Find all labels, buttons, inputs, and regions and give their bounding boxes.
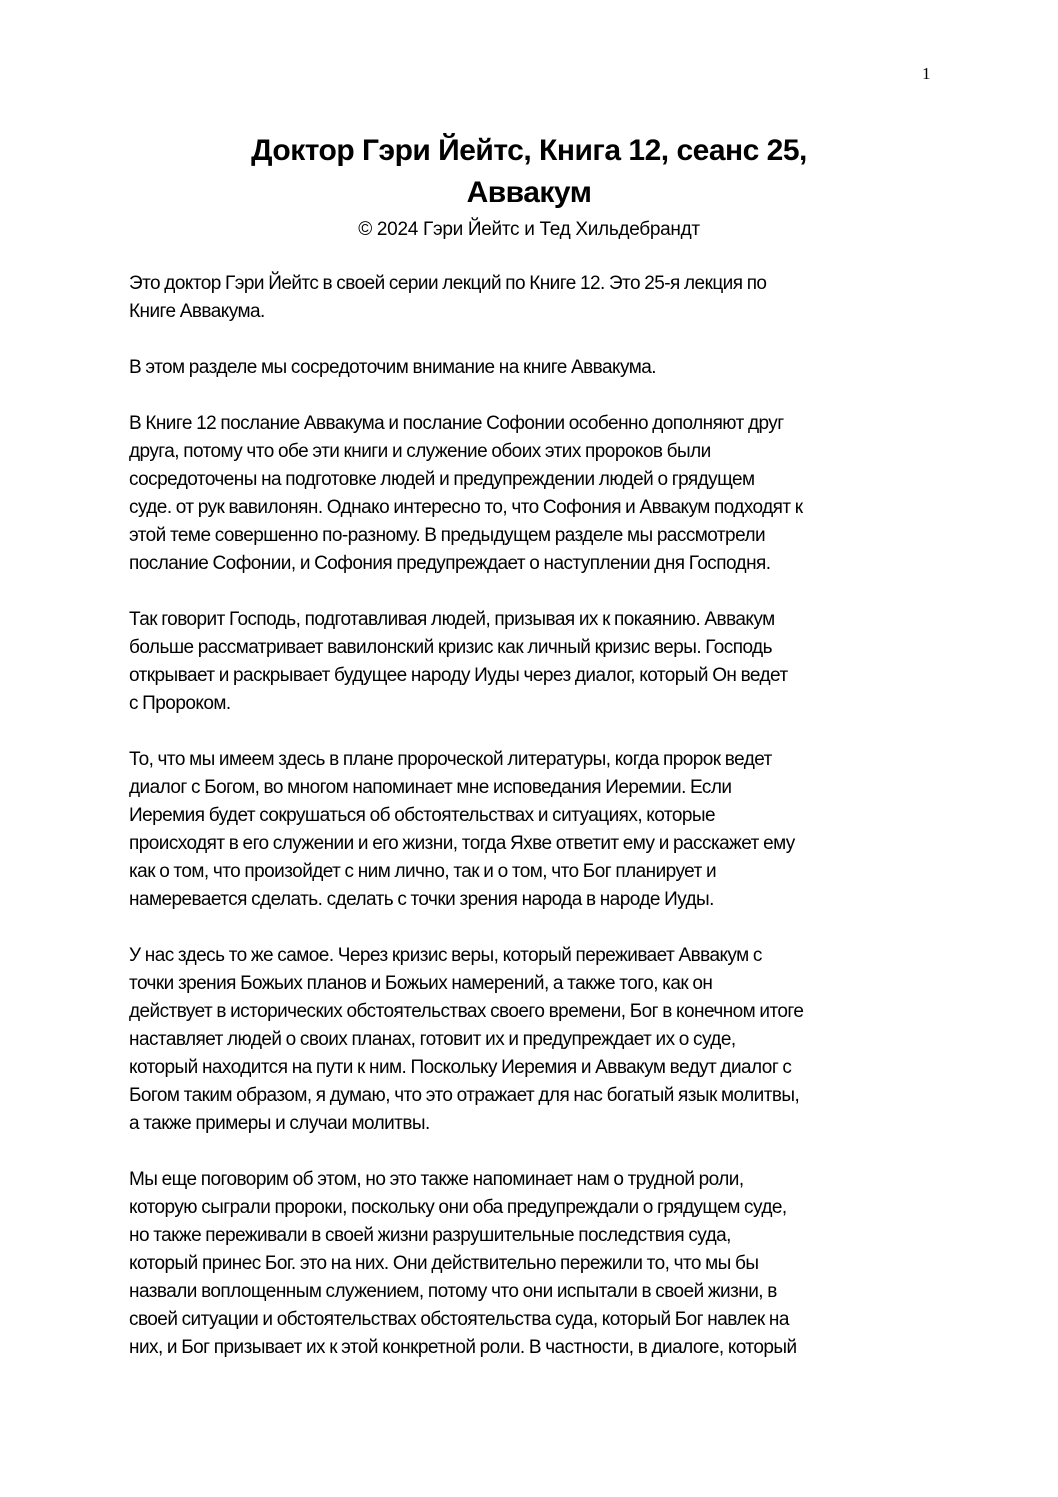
title-line-1: Доктор Гэри Йейтс, Книга 12, сеанс 25, xyxy=(251,134,807,167)
text-line: послание Софонии, и Софония предупреждает о наступлении дня Господня. xyxy=(129,553,771,574)
text-line: как о том, что произойдет с ним лично, так и о том, что Бог планирует и xyxy=(129,861,717,882)
text-line: точки зрения Божьих планов и Божьих намерений, а также того, как он xyxy=(129,973,713,994)
text-line: который принес Бог. это на них. Они действительно пережили то, что мы бы xyxy=(129,1253,759,1274)
text-line: назвали воплощенным служением, потому что они испытали в своей жизни, в xyxy=(129,1281,777,1302)
text-line: Книге Аввакума. xyxy=(129,301,265,322)
paragraph-prophets-role xyxy=(129,1166,949,1362)
paragraph-crisis-of-faith xyxy=(129,606,949,718)
document-title xyxy=(0,130,1058,214)
text-line: друга, потому что обе эти книги и служение обоих этих пророков были xyxy=(129,441,711,462)
document-body xyxy=(129,270,949,1390)
paragraph-intro xyxy=(129,270,949,326)
text-line: Иеремия будет сокрушаться об обстоятельствах и ситуациях, которые xyxy=(129,805,715,826)
text-line: наставляет людей о своих планах, готовит их и предупреждает их о суде, xyxy=(129,1029,736,1050)
text-line: который находится на пути к ним. Поскольку Иеремия и Аввакум ведут диалог с xyxy=(129,1057,792,1078)
page-number: 1 xyxy=(922,64,931,83)
copyright-notice: © 2024 Гэри Йейтс и Тед Хильдебрандт xyxy=(358,219,700,240)
paragraph-jeremiah-confessions xyxy=(129,746,949,914)
text-line: происходят в его служении и его жизни, тогда Яхве ответит ему и расскажет ему xyxy=(129,833,795,854)
text-line: этой теме совершенно по-разному. В предыдущем разделе мы рассмотрели xyxy=(129,525,766,546)
text-line: намеревается сделать. сделать с точки зрения народа в народе Иуды. xyxy=(129,889,714,910)
paragraph-section-focus xyxy=(129,354,949,382)
text-line: с Пророком. xyxy=(129,693,231,714)
text-line: Мы еще поговорим об этом, но это также напоминает нам о трудной роли, xyxy=(129,1169,744,1190)
paragraph-habakkuk-zephaniah xyxy=(129,410,949,578)
text-line: сосредоточены на подготовке людей и предупреждении людей о грядущем xyxy=(129,469,755,490)
text-line: суде. от рук вавилонян. Однако интересно то, что Софония и Аввакум подходят к xyxy=(129,497,803,518)
text-line: То, что мы имеем здесь в плане пророческой литературы, когда пророк ведет xyxy=(129,749,772,770)
text-line: но также переживали в своей жизни разрушительные последствия суда, xyxy=(129,1225,731,1246)
paragraph-same-here xyxy=(129,942,949,1138)
text-line: них, и Бог призывает их к этой конкретной роли. В частности, в диалоге, который xyxy=(129,1337,797,1358)
text-line: действует в исторических обстоятельствах своего времени, Бог в конечном итоге xyxy=(129,1001,804,1022)
text-line: которую сыграли пророки, поскольку они оба предупреждали о грядущем суде, xyxy=(129,1197,787,1218)
text-line: открывает и раскрывает будущее народу Иуды через диалог, который Он ведет xyxy=(129,665,788,686)
text-line: В Книге 12 послание Аввакума и послание Софонии особенно дополняют друг xyxy=(129,413,784,434)
text-line: В этом разделе мы сосредоточим внимание на книге Аввакума. xyxy=(129,357,656,378)
text-line: Так говорит Господь, подготавливая людей, призывая их к покаянию. Аввакум xyxy=(129,609,775,630)
text-line: больше рассматривает вавилонский кризис как личный кризис веры. Господь xyxy=(129,637,772,658)
text-line: Это доктор Гэри Йейтс в своей серии лекций по Книге 12. Это 25-я лекция по xyxy=(129,273,767,294)
text-line: а также примеры и случаи молитвы. xyxy=(129,1113,430,1134)
text-line: У нас здесь то же самое. Через кризис веры, который переживает Аввакум с xyxy=(129,945,762,966)
text-line: диалог с Богом, во многом напоминает мне исповедания Иеремии. Если xyxy=(129,777,732,798)
text-line: Богом таким образом, я думаю, что это отражает для нас богатый язык молитвы, xyxy=(129,1085,800,1106)
title-line-2: Аввакум xyxy=(466,176,592,209)
text-line: своей ситуации и обстоятельствах обстоятельства суда, который Бог навлек на xyxy=(129,1309,789,1330)
